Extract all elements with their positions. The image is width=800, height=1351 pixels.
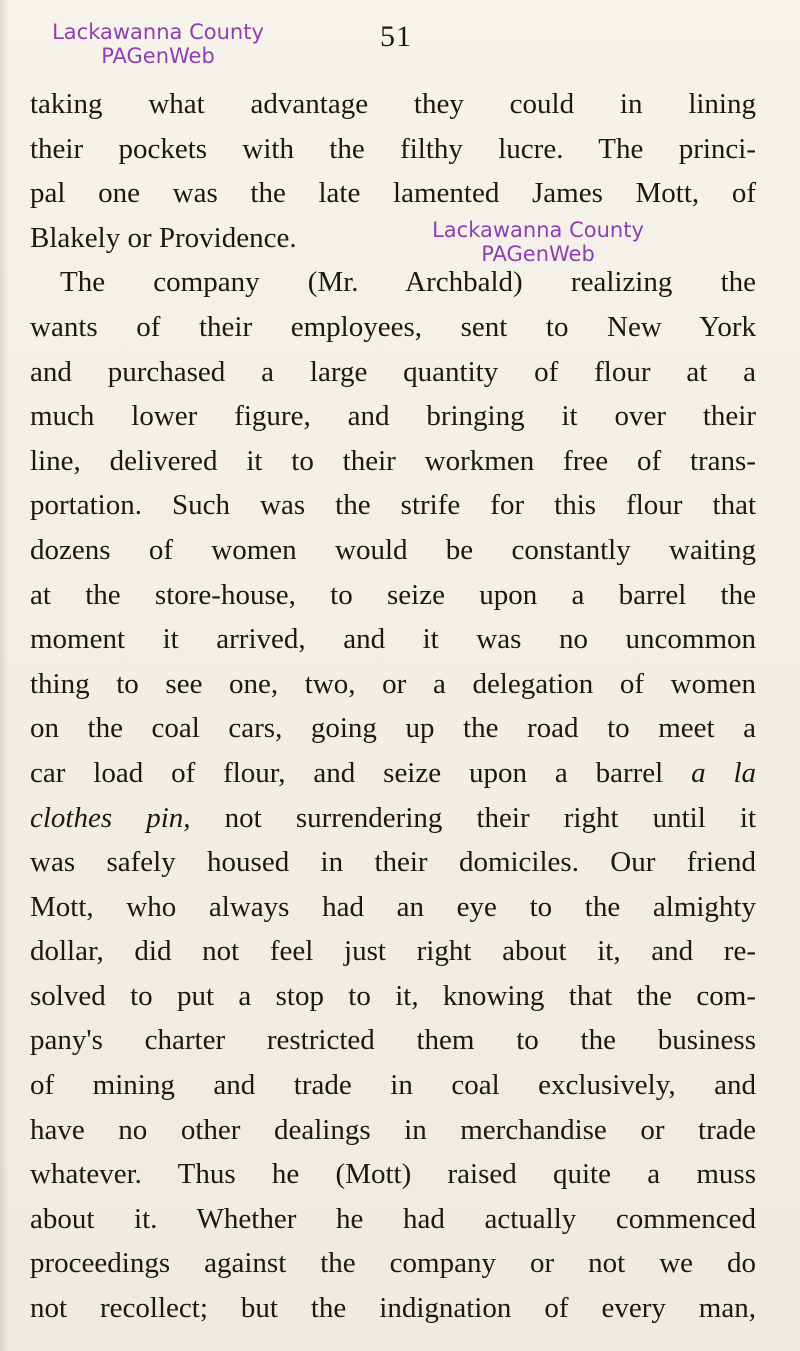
text-line: line, delivered it to their workmen free of trans- <box>30 444 756 477</box>
text-line: at the store-house, to seize upon a barrel the <box>30 578 756 611</box>
watermark-line: PAGenWeb <box>101 44 215 68</box>
page-edge-shadow <box>0 0 8 1351</box>
text-line: whatever. Thus he (Mott) raised quite a muss <box>30 1158 756 1191</box>
text-line: taking what advantage they could in lining <box>30 88 756 120</box>
text-line: pal one was the late lamented James Mott, of <box>30 177 756 210</box>
watermark-line: PAGenWeb <box>481 242 595 266</box>
text-line: much lower figure, and bringing it over their <box>30 400 756 433</box>
text-line: proceedings against the company or not we do <box>30 1247 756 1280</box>
body-text <box>30 82 756 1331</box>
text-line: dollar, did not feel just right about it, and re- <box>30 935 756 968</box>
italic-phrase: a la <box>691 756 756 789</box>
text-line <box>30 796 756 841</box>
text-line: Mott, who always had an eye to the almighty <box>30 890 756 923</box>
text-line: thing to see one, two, or a delegation of women <box>30 667 756 700</box>
text-line: pany's charter restricted them to the business <box>30 1024 756 1057</box>
text-line: wants of their employees, sent to New York <box>30 310 756 343</box>
watermark-line: Lackawanna County <box>52 20 264 44</box>
italic-phrase: clothes pin, <box>30 801 191 834</box>
text-line: was safely housed in their domiciles. Our friend <box>30 846 756 879</box>
text-segment: not surrendering their right until it <box>224 801 756 834</box>
text-line: Blakely or Providence. <box>30 221 297 254</box>
text-line: and purchased a large quantity of flour at a <box>30 355 756 388</box>
text-line: dozens of women would be constantly waiting <box>30 533 756 566</box>
text-line: solved to put a stop to it, knowing that the com- <box>30 979 756 1012</box>
text-line: their pockets with the filthy lucre. The princi- <box>30 132 756 165</box>
text-line <box>30 751 756 796</box>
text-line: have no other dealings in merchandise or trade <box>30 1113 756 1146</box>
watermark-top-left <box>30 20 286 68</box>
text-segment: car load of flour, and seize upon a barrel <box>30 756 664 789</box>
page-number: 51 <box>380 20 412 53</box>
text-line: moment it arrived, and it was no uncommon <box>30 623 756 656</box>
text-line: of mining and trade in coal exclusively, and <box>30 1069 756 1102</box>
text-line: on the coal cars, going up the road to meet a <box>30 712 756 745</box>
text-line: not recollect; but the indignation of every man, <box>30 1292 756 1325</box>
text-line: about it. Whether he had actually commenced <box>30 1202 756 1235</box>
watermark-line: Lackawanna County <box>432 218 644 242</box>
text-line: portation. Such was the strife for this flour that <box>30 489 756 522</box>
text-line: The company (Mr. Archbald) realizing the <box>60 266 756 299</box>
